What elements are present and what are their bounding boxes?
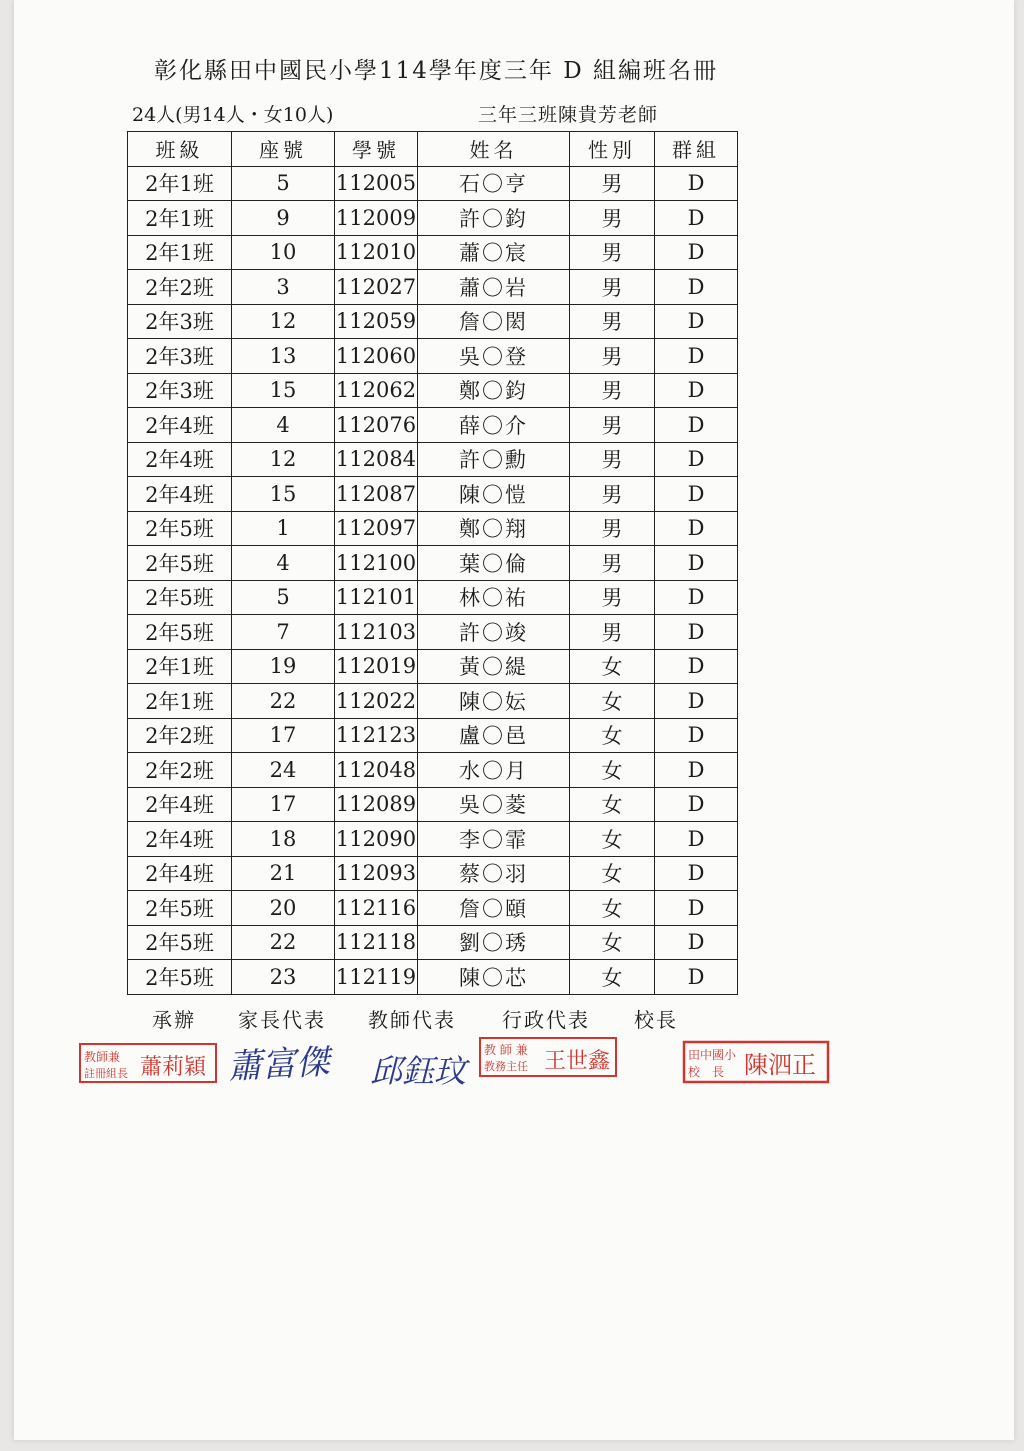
cell-class: 2年5班 [128,511,232,546]
cell-class: 2年4班 [128,442,232,477]
cell-group: D [655,442,738,477]
cell-group: D [655,201,738,236]
table-row [128,822,738,857]
cell-student-id: 112119 [335,960,418,995]
cell-seat: 10 [232,235,335,270]
header-class: 班級 [128,132,232,167]
cell-student-id: 112062 [335,373,418,408]
cell-gender: 女 [570,718,655,753]
roster-body [128,166,738,994]
svg-text:教 師 兼: 教 師 兼 [484,1043,528,1057]
header-name: 姓名 [418,132,570,167]
cell-gender: 男 [570,408,655,443]
cell-name: 林〇祐 [418,580,570,615]
cell-seat: 5 [232,166,335,201]
label-teacher-rep: 教師代表 [368,1008,456,1032]
svg-text:教務主任: 教務主任 [484,1060,528,1073]
table-row [128,270,738,305]
svg-text:王世鑫: 王世鑫 [544,1049,611,1074]
cell-class: 2年1班 [128,649,232,684]
cell-gender: 女 [570,891,655,926]
svg-text:邱鈺玟: 邱鈺玟 [370,1052,467,1090]
cell-class: 2年5班 [128,960,232,995]
cell-gender: 男 [570,615,655,650]
cell-seat: 21 [232,856,335,891]
cell-student-id: 112087 [335,477,418,512]
cell-name: 盧〇邑 [418,718,570,753]
svg-text:註冊組長: 註冊組長 [84,1067,128,1080]
cell-gender: 男 [570,235,655,270]
cell-student-id: 112089 [335,787,418,822]
cell-student-id: 112100 [335,546,418,581]
cell-gender: 男 [570,477,655,512]
cell-seat: 22 [232,925,335,960]
table-row [128,580,738,615]
cell-seat: 23 [232,960,335,995]
table-row [128,546,738,581]
registrar-stamp [80,1044,216,1082]
cell-student-id: 112060 [335,339,418,374]
cell-student-id: 112048 [335,753,418,788]
cell-seat: 24 [232,753,335,788]
table-row [128,856,738,891]
cell-group: D [655,511,738,546]
cell-gender: 男 [570,580,655,615]
cell-student-id: 112116 [335,891,418,926]
table-row [128,891,738,926]
cell-group: D [655,960,738,995]
signature-area [14,1030,1014,1110]
cell-student-id: 112022 [335,684,418,719]
cell-group: D [655,822,738,857]
document-title: 彰化縣田中國民小學114學年度三年 D 組編班名冊 [154,58,718,84]
cell-class: 2年1班 [128,201,232,236]
cell-name: 陳〇芯 [418,960,570,995]
cell-seat: 3 [232,270,335,305]
cell-gender: 男 [570,339,655,374]
cell-student-id: 112019 [335,649,418,684]
cell-student-id: 112027 [335,270,418,305]
cell-name: 蔡〇羽 [418,856,570,891]
document-page [14,0,1014,1440]
cell-name: 陳〇愷 [418,477,570,512]
cell-student-id: 112090 [335,822,418,857]
cell-name: 薛〇介 [418,408,570,443]
cell-seat: 12 [232,442,335,477]
cell-seat: 12 [232,304,335,339]
cell-gender: 男 [570,166,655,201]
cell-seat: 15 [232,373,335,408]
cell-name: 石〇亨 [418,166,570,201]
cell-class: 2年1班 [128,235,232,270]
cell-name: 李〇霏 [418,822,570,857]
table-row [128,753,738,788]
cell-gender: 男 [570,201,655,236]
cell-student-id: 112123 [335,718,418,753]
cell-name: 許〇竣 [418,615,570,650]
cell-name: 陳〇妘 [418,684,570,719]
cell-group: D [655,925,738,960]
cell-seat: 1 [232,511,335,546]
cell-seat: 4 [232,546,335,581]
cell-student-id: 112103 [335,615,418,650]
header-seat: 座號 [232,132,335,167]
cell-class: 2年5班 [128,580,232,615]
cell-group: D [655,408,738,443]
parent-handwritten-signature [227,1042,335,1087]
cell-student-id: 112010 [335,235,418,270]
cell-gender: 女 [570,925,655,960]
roster-table [127,131,738,995]
cell-group: D [655,270,738,305]
cell-seat: 7 [232,615,335,650]
cell-student-id: 112093 [335,856,418,891]
cell-name: 吳〇菱 [418,787,570,822]
table-row [128,166,738,201]
cell-name: 許〇鈞 [418,201,570,236]
cell-gender: 女 [570,787,655,822]
table-row [128,615,738,650]
cell-name: 葉〇倫 [418,546,570,581]
cell-student-id: 112097 [335,511,418,546]
cell-group: D [655,166,738,201]
table-row [128,718,738,753]
cell-student-id: 112101 [335,580,418,615]
cell-student-id: 112005 [335,166,418,201]
cell-student-id: 112084 [335,442,418,477]
cell-group: D [655,546,738,581]
cell-gender: 女 [570,822,655,857]
teacher-handwritten-signature [370,1052,471,1090]
header-gender: 性別 [570,132,655,167]
table-row [128,925,738,960]
cell-student-id: 112076 [335,408,418,443]
principal-stamp [684,1042,828,1082]
cell-seat: 22 [232,684,335,719]
cell-class: 2年2班 [128,718,232,753]
cell-gender: 女 [570,649,655,684]
svg-text:教師兼: 教師兼 [84,1050,121,1064]
cell-class: 2年1班 [128,684,232,719]
cell-class: 2年4班 [128,822,232,857]
teacher-name: 三年三班陳貴芳老師 [478,104,659,126]
cell-group: D [655,753,738,788]
label-parent-rep: 家長代表 [238,1008,326,1032]
cell-class: 2年4班 [128,787,232,822]
cell-gender: 女 [570,753,655,788]
cell-name: 吳〇登 [418,339,570,374]
cell-student-id: 112118 [335,925,418,960]
cell-class: 2年5班 [128,546,232,581]
cell-seat: 9 [232,201,335,236]
cell-group: D [655,787,738,822]
label-handler: 承辦 [152,1008,196,1032]
cell-class: 2年5班 [128,615,232,650]
table-row [128,960,738,995]
header-group: 群組 [655,132,738,167]
table-row [128,442,738,477]
cell-gender: 男 [570,304,655,339]
cell-class: 2年3班 [128,373,232,408]
cell-group: D [655,235,738,270]
cell-name: 詹〇頤 [418,891,570,926]
label-admin-rep: 行政代表 [502,1008,590,1032]
cell-group: D [655,856,738,891]
cell-class: 2年3班 [128,304,232,339]
table-row [128,511,738,546]
cell-group: D [655,580,738,615]
student-count: 24人(男14人・女10人) [132,104,334,126]
cell-group: D [655,304,738,339]
cell-group: D [655,718,738,753]
cell-gender: 女 [570,960,655,995]
svg-text:蕭富傑: 蕭富傑 [226,1042,331,1088]
cell-seat: 18 [232,822,335,857]
cell-gender: 男 [570,442,655,477]
cell-gender: 女 [570,856,655,891]
cell-name: 劉〇琇 [418,925,570,960]
cell-student-id: 112009 [335,201,418,236]
cell-class: 2年4班 [128,477,232,512]
cell-name: 蕭〇宸 [418,235,570,270]
svg-text:蕭莉穎: 蕭莉穎 [140,1055,207,1080]
cell-seat: 13 [232,339,335,374]
cell-class: 2年5班 [128,891,232,926]
cell-seat: 20 [232,891,335,926]
cell-gender: 男 [570,373,655,408]
cell-name: 蕭〇岩 [418,270,570,305]
table-row [128,408,738,443]
cell-seat: 15 [232,477,335,512]
label-principal: 校長 [634,1008,678,1032]
academic-director-stamp [480,1038,616,1076]
cell-group: D [655,649,738,684]
cell-class: 2年2班 [128,753,232,788]
cell-group: D [655,615,738,650]
table-row [128,649,738,684]
cell-gender: 女 [570,684,655,719]
svg-text:陳泗正: 陳泗正 [744,1051,816,1079]
cell-seat: 4 [232,408,335,443]
cell-gender: 男 [570,511,655,546]
cell-seat: 17 [232,718,335,753]
cell-class: 2年4班 [128,408,232,443]
cell-seat: 17 [232,787,335,822]
cell-gender: 男 [570,270,655,305]
table-row [128,373,738,408]
cell-gender: 男 [570,546,655,581]
cell-group: D [655,373,738,408]
cell-class: 2年3班 [128,339,232,374]
cell-seat: 19 [232,649,335,684]
cell-name: 鄭〇鈞 [418,373,570,408]
cell-name: 黃〇緹 [418,649,570,684]
cell-group: D [655,477,738,512]
cell-group: D [655,684,738,719]
table-row [128,477,738,512]
cell-group: D [655,339,738,374]
table-row [128,304,738,339]
table-row [128,339,738,374]
header-student-id: 學號 [335,132,418,167]
cell-name: 詹〇閎 [418,304,570,339]
table-row [128,684,738,719]
table-header-row [128,132,738,167]
cell-name: 鄭〇翔 [418,511,570,546]
table-row [128,787,738,822]
cell-class: 2年5班 [128,925,232,960]
cell-name: 許〇勳 [418,442,570,477]
cell-student-id: 112059 [335,304,418,339]
cell-class: 2年2班 [128,270,232,305]
cell-seat: 5 [232,580,335,615]
svg-text:田中國小: 田中國小 [688,1048,737,1062]
cell-class: 2年1班 [128,166,232,201]
cell-class: 2年4班 [128,856,232,891]
table-row [128,235,738,270]
table-row [128,201,738,236]
cell-group: D [655,891,738,926]
cell-name: 水〇月 [418,753,570,788]
svg-text:校 長: 校 長 [688,1065,725,1079]
